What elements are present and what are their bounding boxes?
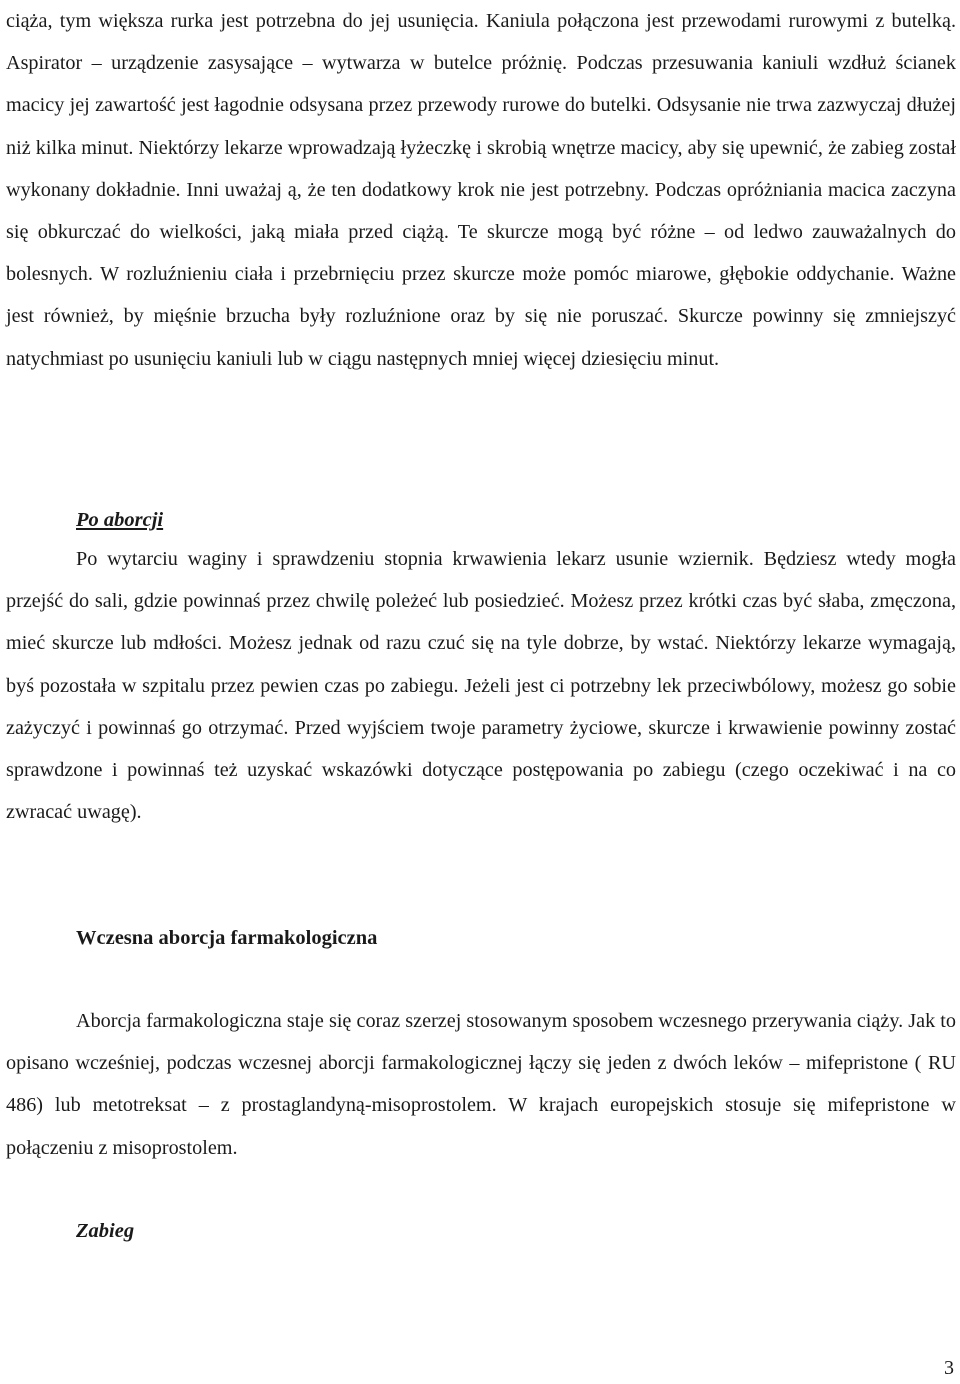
section-heading-after-abortion: Po aborcji xyxy=(76,509,164,531)
body-paragraph: Aborcja farmakologiczna staje się coraz szerzej stosowanym sposobem wczesnego przerywania ciąży. Jak to opisano wcześniej, podczas wczesnej aborcji farmakologicznej łączy się jeden z dwóch leków – mifepristone ( RU 486) lub metotreksat – z prostaglandyną-misoprostolem. W krajach europejskich stosuje się mifepristone w połączeniu z misoprostolem. xyxy=(6,1010,956,1159)
section-heading-procedure: Zabieg xyxy=(76,1220,135,1242)
body-paragraph: ciąża, tym większa rurka jest potrzebna do jej usunięcia. Kaniula połączona jest przewodami rurowymi z butelką. Aspirator – urządzenie zasysające – wytwarza w butelce próżnię. Podczas przesuwania kaniuli wzdłuż ścianek macicy jej zawartość jest łagodnie odsysana przez przewody rurowe do butelki. Odsysanie nie trwa zazwyczaj dłużej niż kilka minut. Niektórzy lekarze wprowadzają łyżeczkę i skrobią wnętrze macicy, aby się upewnić, że zabieg został wykonany dokładnie. Inni uważaj ą, że ten dodatkowy krok nie jest potrzebny. Podczas opróżniania macica zaczyna się obkurczać do wielkości, jaką miała przed ciążą. Te skurcze mogą być różne – od ledwo zauważalnych do bolesnych. W rozluźnieniu ciała i przebrnięciu przez skurcze może pomóc miarowe, głębokie oddychanie. Ważne jest również, by mięśnie brzucha były rozluźnione oraz by się nie poruszać. Skurcze powinny się zmniejszyć natychmiast po usunięciu kaniuli lub w ciągu następnych mniej więcej dziesięciu minut. xyxy=(6,10,956,370)
body-paragraph: Po wytarciu waginy i sprawdzeniu stopnia krwawienia lekarz usunie wziernik. Będziesz wtedy mogła przejść do sali, gdzie powinnaś przez chwilę poleżeć lub posiedzieć. Możesz przez krótki czas być słaba, zmęczona, mieć skurcze lub mdłości. Możesz jednak od razu czuć się na tyle dobrze, by wstać. Niektórzy lekarze wymagają, byś pozostała w szpitalu przez pewien czas po zabiegu. Jeżeli jest ci potrzebny lek przeciwbólowy, możesz go sobie zażyczyć i powinnaś go otrzymać. Przed wyjściem twoje parametry życiowe, skurcze i krwawienie powinny zostać sprawdzone i powinnaś też uzyskać wskazówki dotyczące postępowania po zabiegu (czego oczekiwać i na co zwracać uwagę). xyxy=(6,548,956,824)
section-heading-medical-abortion: Wczesna aborcja farmakologiczna xyxy=(76,927,378,949)
page-number: 3 xyxy=(944,1357,954,1379)
